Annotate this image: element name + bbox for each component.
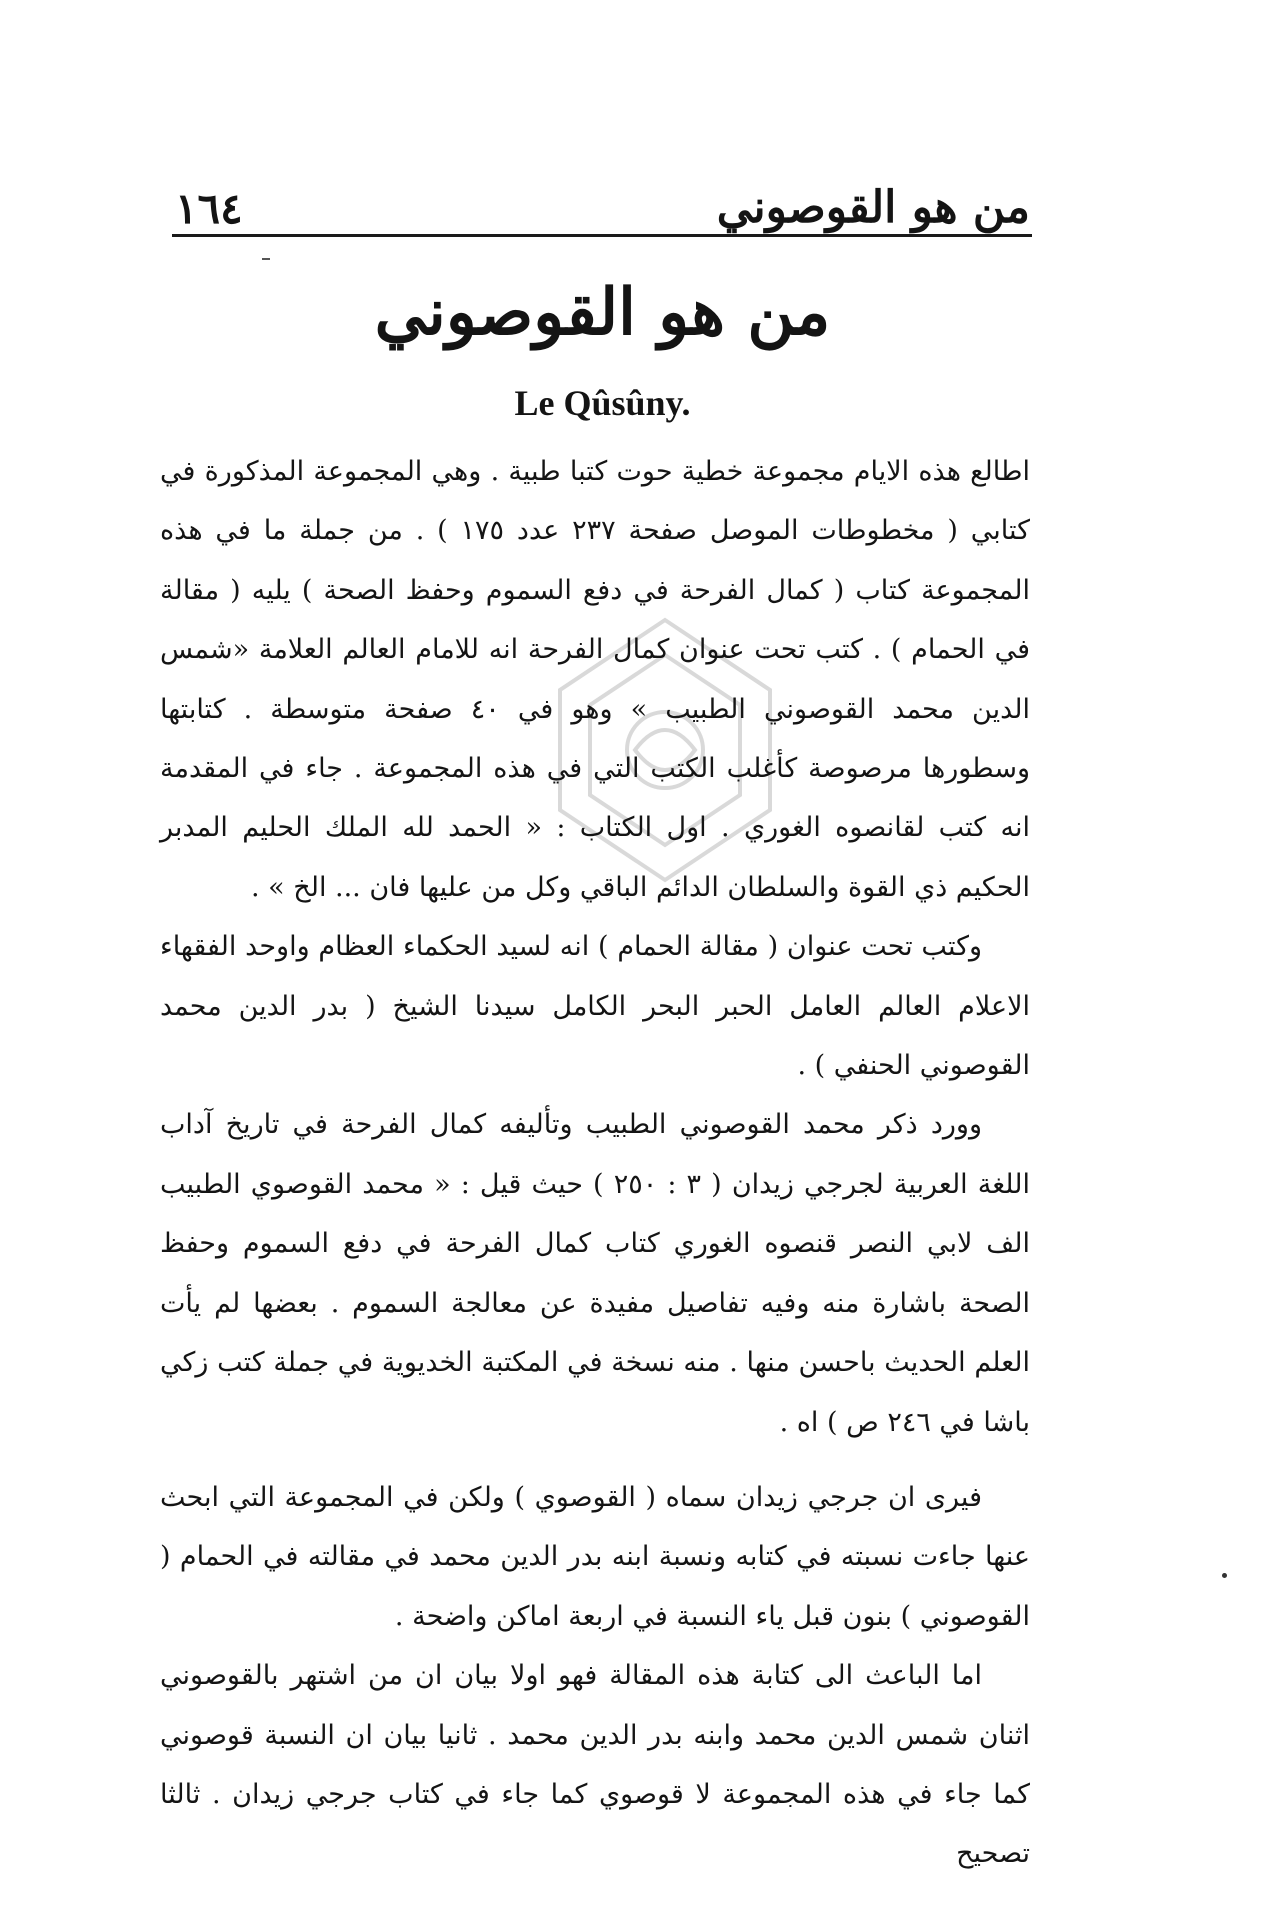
- paragraph: اطالع هذه الايام مجموعة خطية حوت كتبا طبية . وهي المجموعة المذكورة في كتابي ( مخطوطات الموصل صفحة ٢٣٧ عدد ١٧٥ ) . من جملة ما في هذه المجموعة كتاب ( كمال الفرحة في دفع السموم وحفظ الصحة ) يليه ( مقالة في الحمام ) . كتب تحت عنوان كمال الفرحة انه للامام العالم العلامة «شمس الدين محمد القوصوني الطبيب » وهو في ٤٠ صفحة متوسطة . كتابتها وسطورها مرصوصة كأغلب الكتب التي في هذه المجموعة . جاء في المقدمة انه كتب لقانصوه الغوري . اول الكتاب : « الحمد لله الملك الحليم المدبر الحكيم ذي القوة والسلطان الدائم الباقي وكل من عليها فان ... الخ » .: [160, 456, 1030, 903]
- margin-dot: [1222, 1573, 1227, 1578]
- running-title: من هو القوصوني: [716, 182, 1030, 233]
- paragraph: وورد ذكر محمد القوصوني الطبيب وتأليفه كمال الفرحة في تاريخ آداب اللغة العربية لجرجي زيدان ( ٣ : ٢٥٠ ) حيث قيل : « محمد القوصوي الطبيب الف لابي النصر قنصوه الغوري كتاب كمال الفرحة في دفع السموم وحفظ الصحة باشارة منه وفيه تفاصيل مفيدة عن معالجة السموم . بعضها لم يأت العلم الحديث باحسن منها . منه نسخة في المكتبة الخديوية في جملة كتب زكي باشا في ٢٤٦ ص ) اه .: [160, 1109, 1030, 1438]
- body-text: [160, 442, 1030, 1884]
- paragraph: وكتب تحت عنوان ( مقالة الحمام ) انه لسيد الحكماء العظام واوحد الفقهاء الاعلام العالم العامل الحبر البحر الكامل سيدنا الشيخ ( بدر الدين محمد القوصوني الحنفي ) .: [160, 931, 1030, 1082]
- paragraph: اما الباعث الى كتابة هذه المقالة فهو اولا بيان ان من اشتهر بالقوصوني اثنان شمس الدين محمد وابنه بدر الدين محمد . ثانيا بيان ان النسبة قوصوني كما جاء في هذه المجموعة لا قوصوي كما جاء في كتاب جرجي زيدان . ثالثا تصحيح: [160, 1660, 1030, 1870]
- header-rule: [172, 234, 1032, 237]
- page-number: ١٦٤: [175, 184, 243, 233]
- paragraph: فيرى ان جرجي زيدان سماه ( القوصوي ) ولكن في المجموعة التي ابحث عنها جاءت نسبته في كتابه ونسبة ابنه بدر الدين محمد في مقالته في الحمام ( القوصوني ) بنون قبل ياء النسبة في اربعة اماكن واضحة .: [160, 1481, 1030, 1632]
- article-title: من هو القوصوني: [374, 275, 831, 350]
- latin-title: Le Qûsûny.: [514, 383, 691, 423]
- margin-speck: [262, 258, 270, 260]
- running-header: [175, 160, 1030, 233]
